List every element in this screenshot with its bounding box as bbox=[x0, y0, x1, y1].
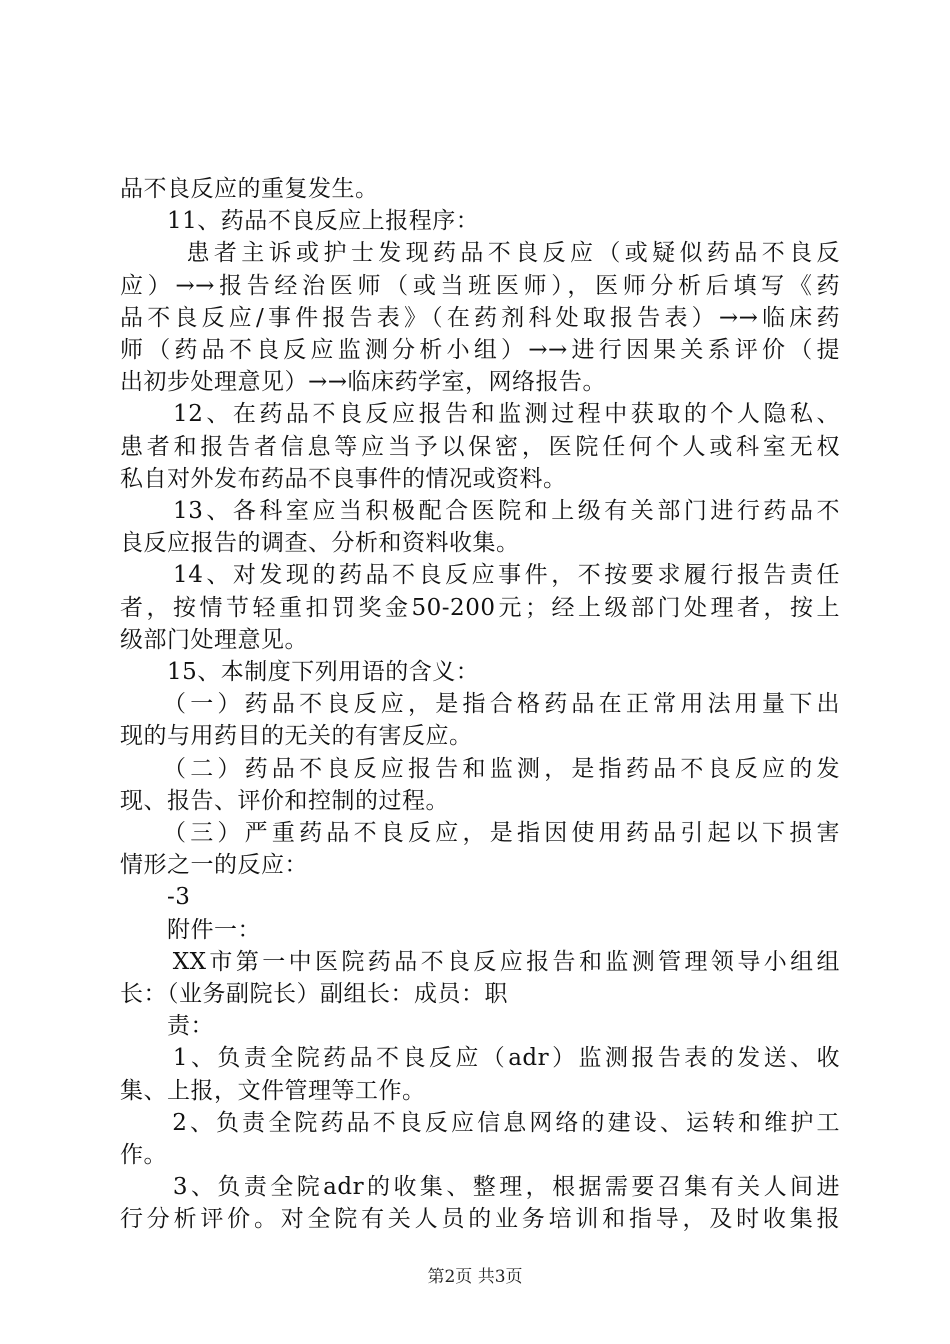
text-line: 出初步处理意见）→→临床药学室，网络报告。 bbox=[120, 369, 607, 396]
text-line: 12、在药品不良反应报告和监测过程中获取的个人隐私、 bbox=[120, 401, 840, 428]
text-line: 患者主诉或护士发现药品不良反应（或疑似药品不良反 bbox=[120, 240, 840, 267]
text-line: 私自对外发布药品不良事件的情况或资料。 bbox=[120, 465, 567, 492]
text-line: 应）→→报告经治医师（或当班医师），医师分析后填写《药 bbox=[120, 272, 840, 299]
text-line: 情形之一的反应： bbox=[120, 852, 308, 879]
text-line: 14、对发现的药品不良反应事件，不按要求履行报告责任 bbox=[120, 562, 840, 589]
text-line: 11、药品不良反应上报程序： bbox=[120, 208, 480, 235]
text-line: 13、各科室应当积极配合医院和上级有关部门进行药品不 bbox=[120, 498, 840, 524]
text-line: 行分析评价。对全院有关人员的业务培训和指导，及时收集报 bbox=[120, 1206, 840, 1233]
text-line: 师（药品不良反应监测分析小组）→→进行因果关系评价（提 bbox=[120, 337, 840, 363]
text-line: 2、负责全院药品不良反应信息网络的建设、运转和维护工 bbox=[120, 1109, 840, 1136]
text-line: 现、报告、评价和控制的过程。 bbox=[120, 787, 449, 814]
text-line: （二）药品不良反应报告和监测，是指药品不良反应的发 bbox=[120, 755, 840, 782]
text-line: （一）药品不良反应，是指合格药品在正常用法用量下出 bbox=[120, 691, 840, 718]
text-line: 患者和报告者信息等应当予以保密，医院任何个人或科室无权 bbox=[120, 433, 840, 460]
page-number-footer: 第2页 共3页 bbox=[427, 1267, 523, 1287]
text-line: 级部门处理意见。 bbox=[120, 626, 308, 653]
text-line: 良反应报告的调查、分析和资料收集。 bbox=[120, 530, 520, 557]
text-line: 附件一： bbox=[120, 916, 261, 943]
text-line: XX市第一中医院药品不良反应报告和监测管理领导小组组 bbox=[120, 948, 840, 975]
text-line: 现的与用药目的无关的有害反应。 bbox=[120, 723, 473, 750]
text-line: 品不良反应/事件报告表》（在药剂科处取报告表）→→临床药 bbox=[120, 304, 840, 331]
text-line: 长：（业务副院长）副组长：成员：职 bbox=[120, 981, 508, 1007]
text-line: 15、本制度下列用语的含义： bbox=[120, 659, 480, 685]
text-line: 作。 bbox=[120, 1142, 167, 1168]
text-line: 1、负责全院药品不良反应（adr）监测报告表的发送、收 bbox=[120, 1045, 840, 1072]
text-line: -3 bbox=[120, 884, 191, 911]
text-line: 责： bbox=[120, 1013, 214, 1040]
text-line: 3、负责全院adr的收集、整理，根据需要召集有关人间进 bbox=[120, 1174, 840, 1201]
text-line: 品不良反应的重复发生。 bbox=[120, 176, 379, 202]
text-line: 者，按情节轻重扣罚奖金50-200元；经上级部门处理者，按上 bbox=[120, 594, 840, 621]
text-line: （三）严重药品不良反应，是指因使用药品引起以下损害 bbox=[120, 820, 840, 846]
text-line: 集、上报，文件管理等工作。 bbox=[120, 1077, 426, 1104]
